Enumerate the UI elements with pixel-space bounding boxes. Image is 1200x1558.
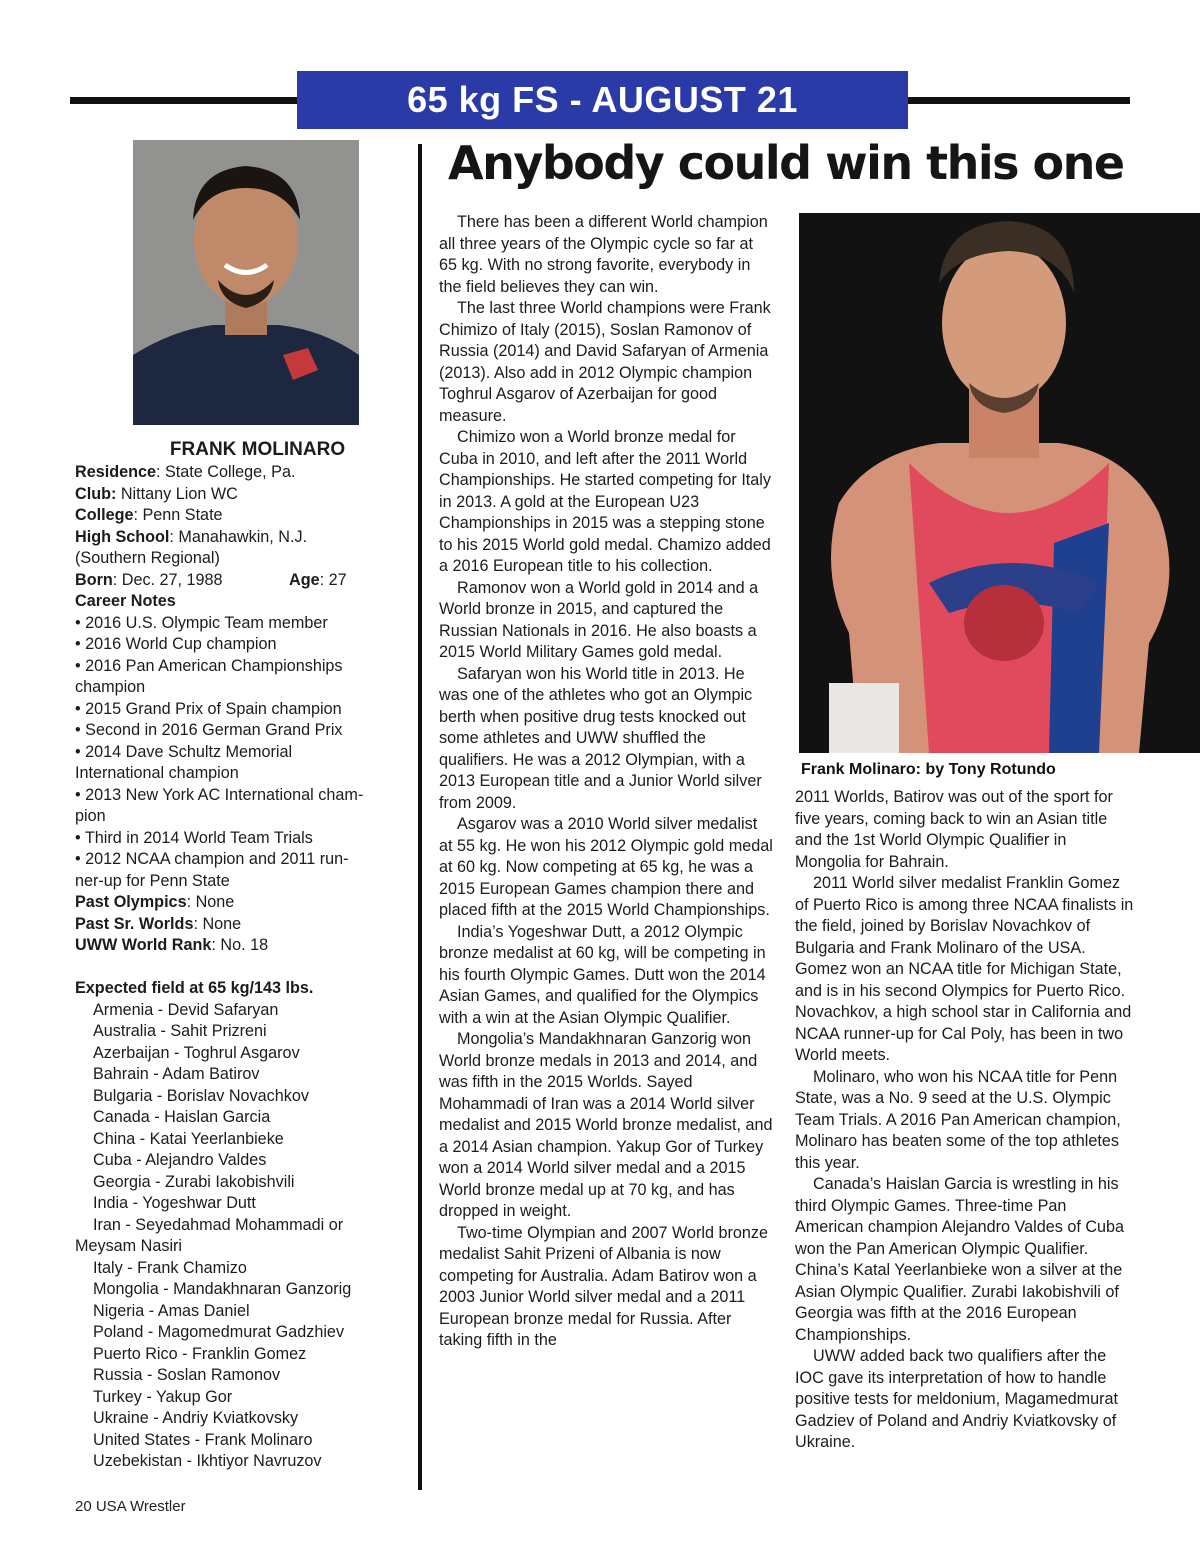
career-notes-list [75, 613, 410, 893]
field-entry: Azerbaijan - Toghrul Asgarov [93, 1043, 300, 1062]
header-rule-left [70, 97, 298, 104]
field-entry: Georgia - Zurabi Iakobishvili [93, 1172, 295, 1191]
article-column-2 [795, 787, 1135, 1454]
portrait-photo [133, 140, 359, 425]
field-entry: Mongolia - Mandakhnaran Ganzorig [93, 1280, 352, 1298]
article-column-1 [439, 212, 774, 1352]
field-entry: Nigeria - Amas Daniel [93, 1301, 250, 1320]
article-paragraph: Chimizo won a World bronze medal for Cuba in 2010, and left after the 2011 World Championships. He started competing for Italy in 2013. A gold at the European U23 Championships in 2015 was a stepping stone to his 2015 World gold medal. Chamizo added a 2016 European title to his collection. [439, 428, 772, 575]
article-headline: Anybody could win this one [448, 136, 1124, 190]
career-note: champion [75, 678, 146, 696]
field-entry: Ukraine - Andriy Kviatkovsky [93, 1409, 299, 1427]
career-note: • Second in 2016 German Grand Prix [75, 721, 343, 739]
career-note: • 2016 World Cup champion [75, 635, 277, 653]
past-olympics-line: Past Olympics: None [75, 893, 235, 911]
field-entry: Meysam Nasiri [75, 1237, 183, 1255]
banner-text: 65 kg FS - AUGUST 21 [407, 79, 798, 120]
career-note: • Third in 2014 World Team Trials [75, 828, 313, 847]
field-entry: Australia - Sahit Prizreni [93, 1022, 267, 1040]
article-paragraph: UWW added back two qualifiers after the IOC gave its interpretation of how to handle positive tests for meldonium, Magamedmurat Gadziev of Poland and Andriy Kviatkovsky of Ukraine. [795, 1347, 1118, 1451]
article-paragraph: Ramonov won a World gold in 2014 and a World bronze in 2015, and captured the Russian Nationals in 2016. He also boasts a 2015 World Military Games gold medal. [439, 578, 759, 661]
article-paragraph: 2011 Worlds, Batirov was out of the sport for five years, coming back to win an Asian title and the 1st World Olympic Qualifier in Mongolia for Bahrain. [795, 788, 1113, 871]
field-entry: Turkey - Yakup Gor [93, 1387, 233, 1406]
career-note: • 2015 Grand Prix of Spain champion [75, 699, 342, 718]
article-paragraph: Safaryan won his World title in 2013. He was one of the athletes who got an Olympic berth when positive drug tests knocked out some athletes and UWW shuffled the qualifiers. He was a 2012 Olympian, with a 2013 European title and a Junior World silver from 2009. [439, 664, 762, 812]
field-entry: Poland - Magomedmurat Gadzhiev [93, 1323, 345, 1341]
career-note: • 2012 NCAA champion and 2011 run- [75, 850, 349, 868]
article-paragraph: The last three World champions were Frank Chimizo of Italy (2015), Soslan Ramonov of Russia (2014) and David Safaryan of Armenia (2013). Also add in 2012 Olympic champion Toghrul Asgarov of Azerbaijan for good measure. [439, 299, 771, 425]
article-paragraph: Canada’s Haislan Garcia is wrestling in his third Olympic Games. Three-time Pan American champion Alejandro Valdes of Cuba won the Pan American Olympic Qualifier. China’s Katal Yeerlanbieke won a silver at the Asian Olympic Qualifier. Zurabi Iakobishvili of Georgia was fifth at the 2016 European Championships. [795, 1175, 1125, 1344]
article-paragraph: Mongolia’s Mandakhnaran Ganzorig won World bronze medals in 2013 and 2014, and was fifth in the 2015 Worlds. Sayed Mohammadi of Iran was a 2014 World silver medalist and 2015 World bronze medalist, and a 2014 Asian champion. Yakup Gor of Turkey won a 2014 World silver medal and a 2015 World bronze medal up at 70 kg, and has dropped in weight. [439, 1030, 773, 1220]
article-paragraph: 2011 World silver medalist Franklin Gomez of Puerto Rico is among three NCAA finalists in the field, joined by Borislav Novachkov of Bulgaria and Frank Molinaro of the USA. Gomez won an NCAA title for Michigan State, and is in his second Olympics for Puerto Rico. Novachkov, a high school star in California and NCAA runner-up for Cal Poly, has been in two World meets. [795, 874, 1134, 1064]
field-entry: Canada - Haislan Garcia [93, 1108, 271, 1126]
wrestler-action-photo [799, 213, 1200, 753]
field-entry: Cuba - Alejandro Valdes [93, 1151, 267, 1169]
career-note: • 2014 Dave Schultz Memorial [75, 742, 293, 761]
weight-class-banner [297, 71, 908, 129]
field-entry: Italy - Frank Chamizo [93, 1258, 247, 1277]
photo-caption: Frank Molinaro: by Tony Rotundo [801, 761, 1056, 778]
expected-field-list [75, 1000, 410, 1473]
college-line: College: Penn State [75, 506, 223, 524]
career-note: • 2013 New York AC International cham- [75, 785, 364, 804]
high-school-line: High School: Manahawkin, N.J. [75, 527, 308, 546]
career-notes-heading: Career Notes [75, 592, 176, 610]
field-entry: Bahrain - Adam Batirov [93, 1065, 260, 1083]
residence-line: Residence: State College, Pa. [75, 463, 296, 481]
page-footer: 20 USA Wrestler [75, 1498, 186, 1515]
past-worlds-line: Past Sr. Worlds: None [75, 914, 242, 933]
article-paragraph: India’s Yogeshwar Dutt, a 2012 Olympic bronze medalist at 60 kg, will be competing in his fourth Olympic Games. Dutt won the 2014 Asian Games, and qualified for the Olympics with a win at the Asian Olympic Qualifier. [439, 922, 766, 1027]
expected-field-heading: Expected field at 65 kg/143 lbs. [75, 979, 314, 997]
career-note: pion [75, 807, 106, 825]
field-entry: Armenia - Devid Safaryan [93, 1000, 279, 1019]
born-age-line: Born: Dec. 27, 1988 Age: 27 [75, 570, 410, 592]
article-paragraph: Two-time Olympian and 2007 World bronze medalist Sahit Prizeni of Albania is now competing for Australia. Adam Batirov won a 2003 Junior World silver medal and a 2011 European bronze medal for Russia. After taking fifth in the [439, 1223, 769, 1349]
column-divider [418, 144, 422, 1490]
field-entry: India - Yogeshwar Dutt [93, 1194, 256, 1212]
article-paragraph: Molinaro, who won his NCAA title for Penn State, was a No. 9 seed at the U.S. Olympic Team Trials. A 2016 Pan American champion, Molinaro has beaten some of the top athletes this year. [795, 1067, 1121, 1172]
career-note: International champion [75, 764, 239, 782]
age-field: Age: 27 [289, 570, 347, 589]
field-entry: China - Katai Yeerlanbieke [93, 1129, 284, 1148]
field-entry: Uzebekistan - Ikhtiyor Navruzov [93, 1452, 322, 1470]
field-entry: Russia - Soslan Ramonov [93, 1366, 281, 1384]
field-entry: Bulgaria - Borislav Novachkov [93, 1086, 309, 1105]
club-line: Club: Nittany Lion WC [75, 484, 238, 503]
header-rule-right [907, 97, 1130, 104]
uww-rank-line: UWW World Rank: No. 18 [75, 936, 269, 954]
athlete-name: FRANK MOLINARO [169, 439, 346, 460]
article-paragraph: Asgarov was a 2010 World silver medalist at 55 kg. He won his 2012 Olympic gold medal at 60 kg. Now competing at 65 kg, he was a 2015 European Games champion there and placed fifth at the 2015 World Championships. [439, 815, 773, 919]
athlete-profile [75, 438, 410, 1473]
career-note: • 2016 U.S. Olympic Team member [75, 613, 328, 632]
field-entry: Puerto Rico - Franklin Gomez [93, 1344, 307, 1363]
field-entry: Iran - Seyedahmad Mohammadi or [93, 1215, 344, 1234]
career-note: • 2016 Pan American Championships [75, 656, 343, 675]
article-paragraph: There has been a different World champion all three years of the Olympic cycle so far at 65 kg. With no strong favorite, everybody in the field believes they can win. [439, 213, 768, 296]
career-note: ner-up for Penn State [75, 871, 230, 890]
high-school-line-2: (Southern Regional) [75, 549, 220, 567]
field-entry: United States - Frank Molinaro [93, 1430, 313, 1449]
